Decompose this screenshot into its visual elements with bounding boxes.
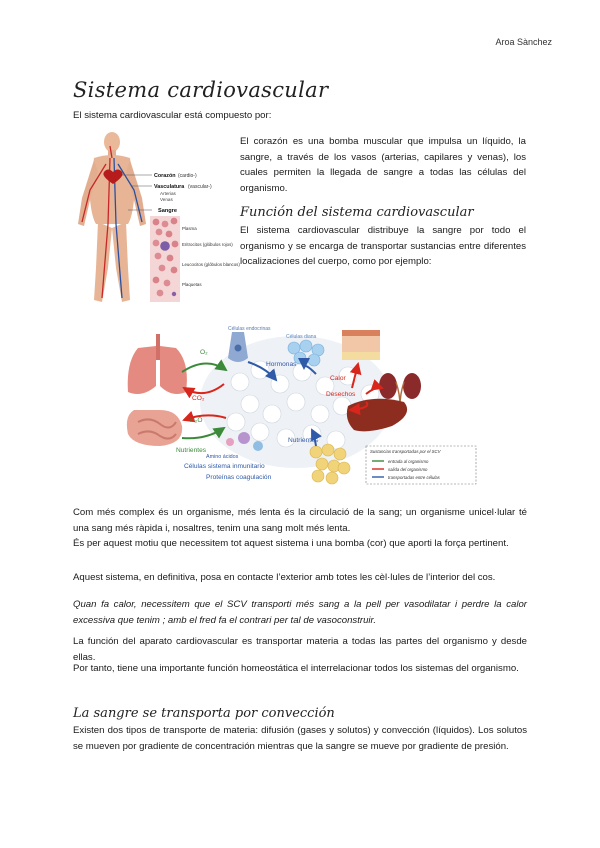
veins-label: Venas bbox=[160, 197, 173, 202]
legend-title: Sustancias transportadas por el SCV bbox=[370, 449, 441, 454]
co2-label: CO₂ bbox=[192, 395, 205, 402]
convection-paragraph: Existen dos tipos de transporte de materia: difusión (gases y solutos) y convección (líquidos). Los solutos se mueven por gradiente de concentración mientras que la sangre se mueve por gradiente de presión. bbox=[73, 725, 527, 752]
heat-example-paragraph: Quan fa calor, necessitem que el SCV transporti més sang a la pell per vasodilatar i perdre la calor excessiva que tenim ; amb el fred fa el contrari per tal de vasoconstruir. bbox=[73, 599, 527, 626]
liver-icon bbox=[347, 399, 407, 432]
waste-label: Desechos bbox=[326, 391, 356, 398]
function-statement-paragraph: La función del aparato cardiovascular es transportar materia a todas las partes del organismo y desde ellas. bbox=[73, 636, 527, 663]
endocrine-cell-icon bbox=[228, 332, 248, 362]
intro-text: El sistema cardiovascular está compuesto por: bbox=[73, 110, 272, 121]
blood-label: Sangre bbox=[158, 208, 177, 214]
contact-paragraph: Aquest sistema, en definitiva, posa en contacte l’exterior amb totes les cèl·lules de l’interior del cos. bbox=[73, 572, 496, 583]
blood-smear-panel bbox=[150, 216, 180, 302]
convection-heading: La sangre se transporta por convección bbox=[73, 706, 335, 721]
complexity-paragraph: Com més complex és un organisme, més lenta és la circulació de la sang; un organisme unicel·lular té una sang més ràpida i, nosaltres, tenim una sang molt més lenta. bbox=[73, 507, 527, 534]
vessels-note: (vascular-) bbox=[188, 184, 212, 190]
plasma-label: Plasma bbox=[182, 226, 197, 231]
pump-paragraph: És per aquest motiu que necessitem tot aquest sistema i una bomba (cor) que aporti la força pertinent. bbox=[73, 538, 509, 549]
nutrients-label-left: Nutrientes bbox=[176, 447, 207, 454]
h2o-label: H₂O bbox=[190, 417, 203, 424]
wbc-label: Leucocitos (glóbulos blancos) bbox=[182, 262, 240, 267]
author-name: Aroa Sànchez bbox=[495, 37, 552, 47]
hormones-label: Hormonas bbox=[266, 361, 297, 368]
transport-diagram bbox=[120, 322, 480, 488]
immune-cells-label: Células sistema inmunitario bbox=[184, 463, 265, 470]
body-anatomy-figure bbox=[70, 128, 240, 310]
intestines-icon bbox=[127, 410, 182, 446]
platelets-label: Plaquetas bbox=[182, 282, 202, 287]
heart-label: Corazón bbox=[154, 173, 176, 179]
endocrine-cells-label: Células endocrinas bbox=[228, 326, 271, 332]
function-paragraph: El sistema cardiovascular distribuye la sangre por todo el organismo y se encarga de transportar sustancias entre diferentes localizaciones del cuerpo, como por ejemplo: bbox=[240, 225, 526, 267]
target-cells-label: Células diana bbox=[286, 334, 317, 340]
amino-acids-label: Amino ácidos bbox=[206, 454, 239, 460]
skin-tissue-icon bbox=[342, 330, 380, 360]
legend-item-entry: entrada al organismo bbox=[388, 459, 429, 464]
heart-note: (cardio-) bbox=[178, 173, 197, 179]
homeostatic-paragraph: Por tanto, tiene una importante función homeostática el interrelacionar todos los sistemas del organismo. bbox=[73, 663, 519, 674]
heat-label: Calor bbox=[330, 375, 346, 382]
arteries-label: Arterias bbox=[160, 191, 176, 196]
coag-proteins-label: Proteínas coagulación bbox=[206, 474, 272, 481]
legend-item-exit: salida del organismo bbox=[388, 467, 428, 472]
o2-label: O₂ bbox=[200, 349, 208, 356]
vessels-label: Vasculatura bbox=[154, 184, 185, 190]
adipose-tissue-icon bbox=[310, 444, 350, 484]
rbc-label: Eritrocitos (glóbulos rojos) bbox=[182, 242, 233, 247]
lungs-icon bbox=[128, 334, 187, 394]
diagram-legend bbox=[366, 446, 476, 484]
heart-paragraph: El corazón es una bomba muscular que impulsa un líquido, la sangre, a través de los vasos (arterias, capilares y venas), los cuales permiten la llegada de sangre a todas las células del organismo. bbox=[240, 136, 526, 194]
page-title: Sistema cardiovascular bbox=[73, 78, 329, 102]
legend-item-between: transportadas entre células bbox=[388, 475, 440, 480]
function-heading: Función del sistema cardiovascular bbox=[240, 205, 474, 220]
nutrients-label-right: Nutrientes bbox=[288, 437, 319, 444]
